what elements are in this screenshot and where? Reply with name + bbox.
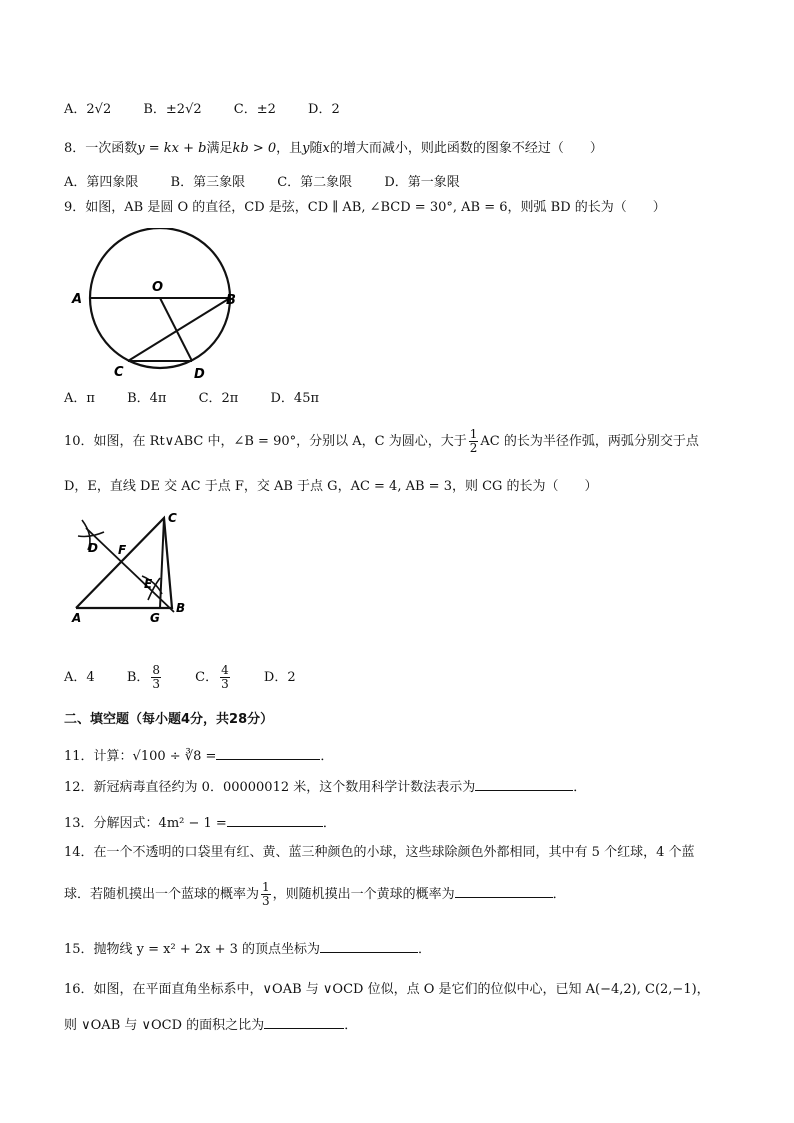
q14-fraction: $\frac{1}{3}$ <box>262 880 270 908</box>
q8-options <box>64 173 488 193</box>
label-c: C <box>114 365 124 380</box>
q10-fraction: $\frac{1}{2}$ <box>469 427 478 455</box>
segment-bc <box>128 298 230 361</box>
q7-option-c: C．±2 <box>233 102 276 117</box>
q10-option-c: C． $\frac{4}{3}$ <box>195 663 229 691</box>
q8-option-b: B．第三象限 <box>170 175 246 190</box>
q9-circle-figure <box>64 228 264 388</box>
label-d: D <box>88 541 98 555</box>
q14-question-line1: 14．在一个不透明的口袋里有红、黄、蓝三种颜色的小球，这些球除颜色外都相同，其中有 5 个红球，4 个蓝 <box>64 845 695 860</box>
label-f: F <box>118 543 127 557</box>
q15-question: 15．抛物线 y = x² + 2x + 3 的顶点坐标为 ． <box>64 938 431 960</box>
q13-question: 13．分解因式：4m² − 1 = ． <box>64 812 336 834</box>
q10-question-line1: 10．如图，在 Rt∨ABC 中，∠B = 90°，分别以 A，C 为圆心，大于 $\frac{1}{2}$ AC 的长为半径作弧，两弧分别交于点 <box>64 427 699 455</box>
q9-question: 9．如图，AB 是圆 O 的直径，CD 是弦，CD ∥ AB, ∠BCD = 30°, AB = 6，则弧 BD 的长为（ ） <box>64 200 666 215</box>
q16-question-line2: 则 ∨OAB 与 ∨OCD 的面积之比为 ． <box>64 1014 357 1036</box>
q13-answer-blank[interactable] <box>227 812 323 827</box>
label-a: A <box>72 292 83 307</box>
label-b: B <box>176 601 186 615</box>
label-c: C <box>168 511 177 525</box>
q11-question: 11．计算：√100 ÷ ∛8 = ． <box>64 745 333 767</box>
q9-option-d: D．45π <box>270 391 320 406</box>
q8-option-c: C．第二象限 <box>277 175 353 190</box>
q10-question-line2: D，E，直线 DE 交 AC 于点 F，交 AB 于点 G，AC = 4, AB = 3，则 CG 的长为（ ） <box>64 479 598 494</box>
q7-options <box>64 100 368 120</box>
q8-question: 8．一次函数y = kx + b满足kb > 0，且y随x的增大而减小，则此函数的图象不经过（ ） <box>64 141 603 156</box>
q10-option-d: D．2 <box>263 670 296 685</box>
label-g: G <box>150 611 160 625</box>
q11-answer-blank[interactable] <box>216 745 320 760</box>
q14-answer-blank[interactable] <box>455 883 553 898</box>
label-b: B <box>226 293 236 308</box>
q8-option-d: D．第一象限 <box>384 175 460 190</box>
q10-triangle-figure <box>64 506 204 628</box>
q10-option-b: B． $\frac{8}{3}$ <box>126 663 161 691</box>
q16-answer-blank[interactable] <box>264 1014 344 1029</box>
q7-option-a: A．2√2 <box>64 102 112 117</box>
label-a: A <box>72 611 82 625</box>
q10-option-a: A．4 <box>64 670 95 685</box>
q9-option-a: A．π <box>64 391 95 406</box>
label-o: O <box>152 280 164 295</box>
q9-option-b: B．4π <box>127 391 167 406</box>
q12-answer-blank[interactable] <box>475 776 573 791</box>
label-e: E <box>144 577 153 591</box>
q10-options <box>64 664 324 692</box>
q9-option-c: C．2π <box>198 391 239 406</box>
q12-question: 12．新冠病毒直径约为 0．00000012 米，这个数用科学计数法表示为 ． <box>64 776 586 798</box>
q15-answer-blank[interactable] <box>320 938 418 953</box>
segment-cg <box>160 518 164 608</box>
q16-question-line1: 16．如图，在平面直角坐标系中，∨OAB 与 ∨OCD 位似，点 O 是它们的位似中心，已知 A(−4,2), C(2,−1)， <box>64 982 710 997</box>
segment-od <box>160 298 192 361</box>
q9-options <box>64 389 347 409</box>
q8-option-a: A．第四象限 <box>64 175 139 190</box>
section-title: 二、填空题（每小题4分，共28分） <box>64 712 274 727</box>
q7-option-d: D．2 <box>308 102 340 117</box>
q7-option-b: B．±2√2 <box>143 102 202 117</box>
q14-question-line2: 球．若随机摸出一个蓝球的概率为 $\frac{1}{3}$ ，则随机摸出一个黄球的概率为 ． <box>64 880 566 908</box>
label-d: D <box>194 367 205 382</box>
